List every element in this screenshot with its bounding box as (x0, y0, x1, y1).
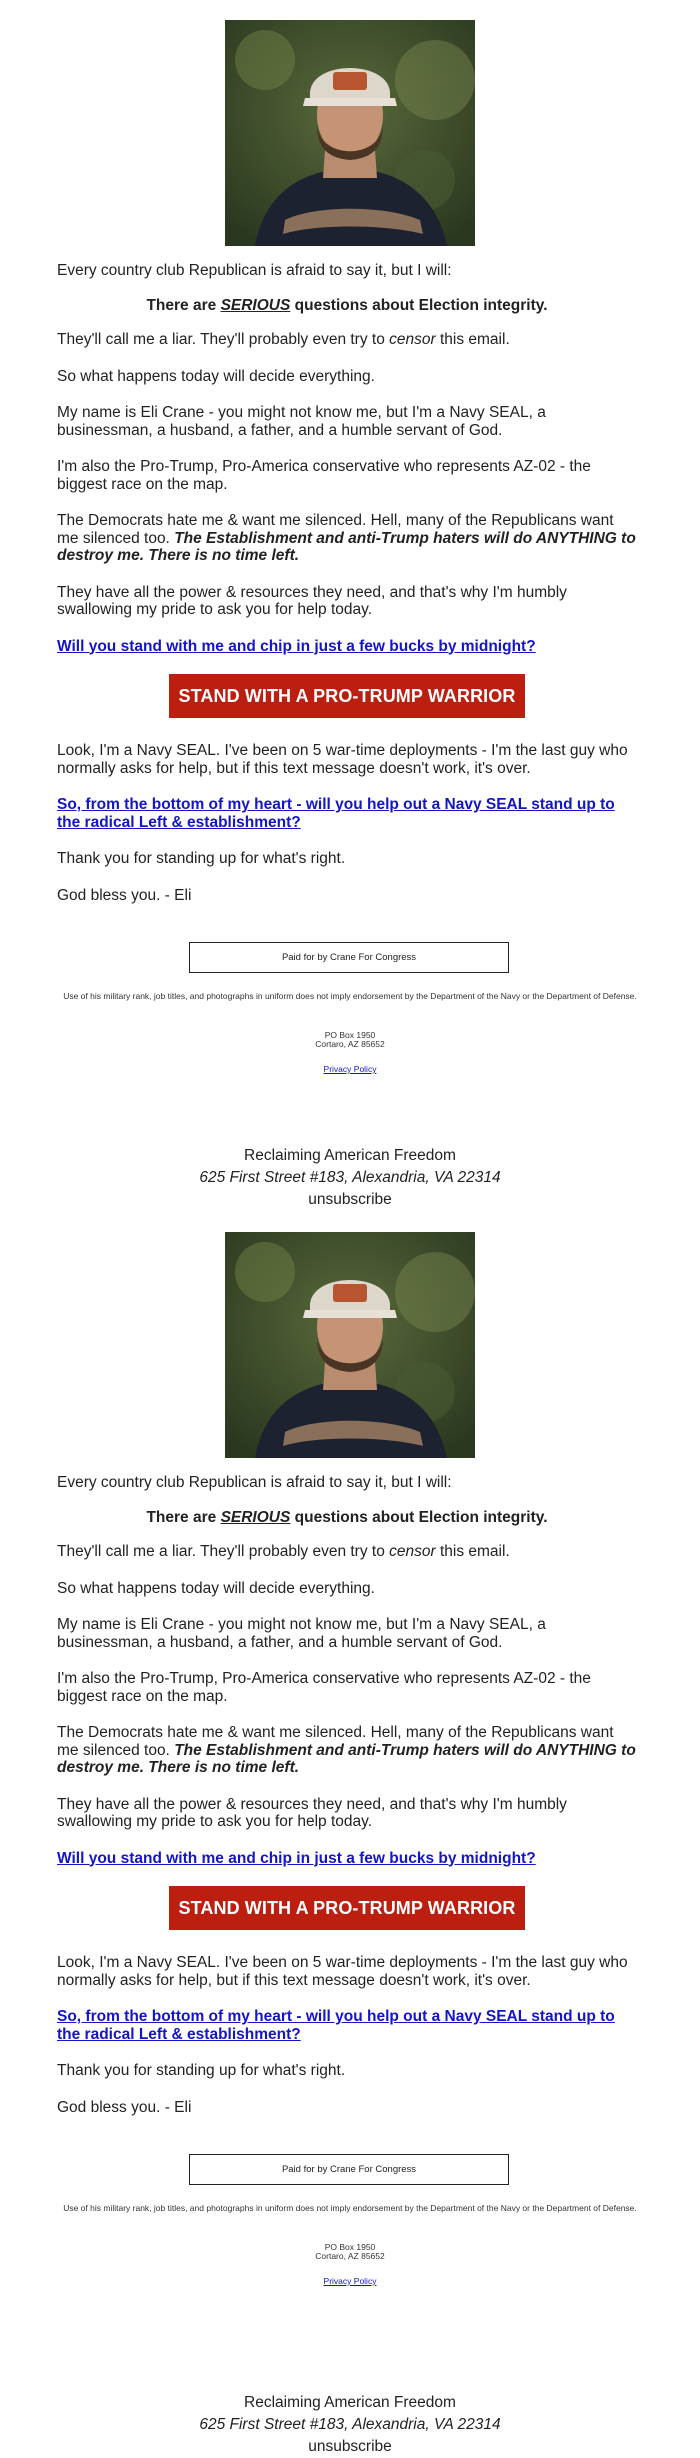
intro-text: Every country club Republican is afraid to say it, but I will: (57, 262, 452, 279)
thanks-paragraph: Thank you for standing up for what's right. (57, 850, 346, 867)
liar-paragraph: They'll call me a liar. They'll probably even try to censor this email. (57, 331, 510, 348)
help-link-paragraph (57, 2008, 637, 2043)
democrats-paragraph: The Democrats hate me & want me silenced. Hell, many of the Republicans want me silenced too. The Establishment and anti-Trump haters will do ANYTHING to destroy me. There is no time left. (57, 512, 636, 564)
email-block (0, 1212, 700, 2455)
org-footer (0, 1145, 700, 1211)
cta-button[interactable]: STAND WITH A PRO-TRUMP WARRIOR (169, 1886, 525, 1930)
org-footer (0, 2392, 700, 2458)
thanks-paragraph: Thank you for standing up for what's right. (57, 2062, 346, 2079)
unsubscribe-link[interactable]: unsubscribe (308, 2438, 392, 2455)
headline: There are SERIOUS questions about Election integrity. (146, 1508, 548, 1526)
help-link[interactable]: So, from the bottom of my heart - will you help out a Navy SEAL stand up to the radical Left & establishment? (57, 796, 615, 831)
candidate-photo (225, 20, 475, 246)
cta-wrapper (57, 1886, 637, 1930)
org-address: 625 First Street #183, Alexandria, VA 22314 (199, 1169, 501, 1186)
privacy-wrapper (0, 2276, 700, 2286)
name-paragraph: My name is Eli Crane - you might not know me, but I'm a Navy SEAL, a businessman, a husband, a father, and a humble servant of God. (57, 404, 546, 439)
represents-paragraph: I'm also the Pro-Trump, Pro-America conservative who represents AZ-02 - the biggest race on the map. (57, 458, 591, 493)
help-link-paragraph (57, 796, 637, 831)
email-body (57, 1474, 637, 2135)
org-name: Reclaiming American Freedom (244, 2394, 456, 2411)
donate-link[interactable]: Will you stand with me and chip in just a few bucks by midnight? (57, 1849, 536, 1867)
donate-link-paragraph (57, 1850, 637, 1868)
po-box: PO Box 1950 (324, 2242, 376, 2252)
power-paragraph: They have all the power & resources they need, and that's why I'm humbly swallowing my pride to ask you for help today. (57, 583, 567, 618)
unsubscribe-link[interactable]: unsubscribe (308, 1191, 392, 1208)
today-paragraph: So what happens today will decide everything. (57, 367, 375, 385)
privacy-wrapper (0, 1064, 700, 1074)
privacy-policy-link[interactable]: Privacy Policy (323, 2276, 377, 2286)
liar-paragraph: They'll call me a liar. They'll probably even try to censor this email. (57, 1543, 510, 1560)
disclaimer: Use of his military rank, job titles, and photographs in uniform does not imply endorsement by the Department of the Navy or the Department of Defense. (63, 2203, 637, 2213)
org-name: Reclaiming American Freedom (244, 1147, 456, 1164)
org-address: 625 First Street #183, Alexandria, VA 22314 (199, 2416, 501, 2433)
disclaimer: Use of his military rank, job titles, and photographs in uniform does not imply endorsement by the Department of the Navy or the Department of Defense. (63, 991, 637, 1001)
today-paragraph: So what happens today will decide everything. (57, 1579, 375, 1597)
signoff: God bless you. - Eli (57, 2098, 192, 2116)
cta-wrapper (57, 674, 637, 718)
seal-paragraph: Look, I'm a Navy SEAL. I've been on 5 war-time deployments - I'm the last guy who normally asks for help, but if this text message doesn't work, it's over. (57, 1954, 628, 1989)
city-line: Cortaro, AZ 85652 (315, 1039, 385, 1049)
seal-paragraph: Look, I'm a Navy SEAL. I've been on 5 war-time deployments - I'm the last guy who normally asks for help, but if this text message doesn't work, it's over. (57, 742, 628, 777)
candidate-photo (225, 1232, 475, 1458)
email-body (57, 262, 637, 923)
power-paragraph: They have all the power & resources they need, and that's why I'm humbly swallowing my pride to ask you for help today. (57, 1795, 567, 1830)
intro-text: Every country club Republican is afraid to say it, but I will: (57, 1474, 452, 1491)
email-block (0, 0, 700, 1212)
signoff: God bless you. - Eli (57, 886, 192, 904)
represents-paragraph: I'm also the Pro-Trump, Pro-America conservative who represents AZ-02 - the biggest race on the map. (57, 1670, 591, 1705)
help-link[interactable]: So, from the bottom of my heart - will you help out a Navy SEAL stand up to the radical Left & establishment? (57, 2008, 615, 2043)
name-paragraph: My name is Eli Crane - you might not know me, but I'm a Navy SEAL, a businessman, a husband, a father, and a humble servant of God. (57, 1616, 546, 1651)
donate-link[interactable]: Will you stand with me and chip in just a few bucks by midnight? (57, 637, 536, 655)
headline: There are SERIOUS questions about Election integrity. (146, 296, 548, 314)
democrats-paragraph: The Democrats hate me & want me silenced. Hell, many of the Republicans want me silenced too. The Establishment and anti-Trump haters will do ANYTHING to destroy me. There is no time left. (57, 1724, 636, 1776)
donate-link-paragraph (57, 638, 637, 656)
paid-for-box: Paid for by Crane For Congress (189, 942, 509, 973)
po-box: PO Box 1950 (324, 1030, 376, 1040)
cta-button[interactable]: STAND WITH A PRO-TRUMP WARRIOR (169, 674, 525, 718)
paid-for-box: Paid for by Crane For Congress (189, 2154, 509, 2185)
privacy-policy-link[interactable]: Privacy Policy (323, 1064, 377, 1074)
city-line: Cortaro, AZ 85652 (315, 2251, 385, 2261)
